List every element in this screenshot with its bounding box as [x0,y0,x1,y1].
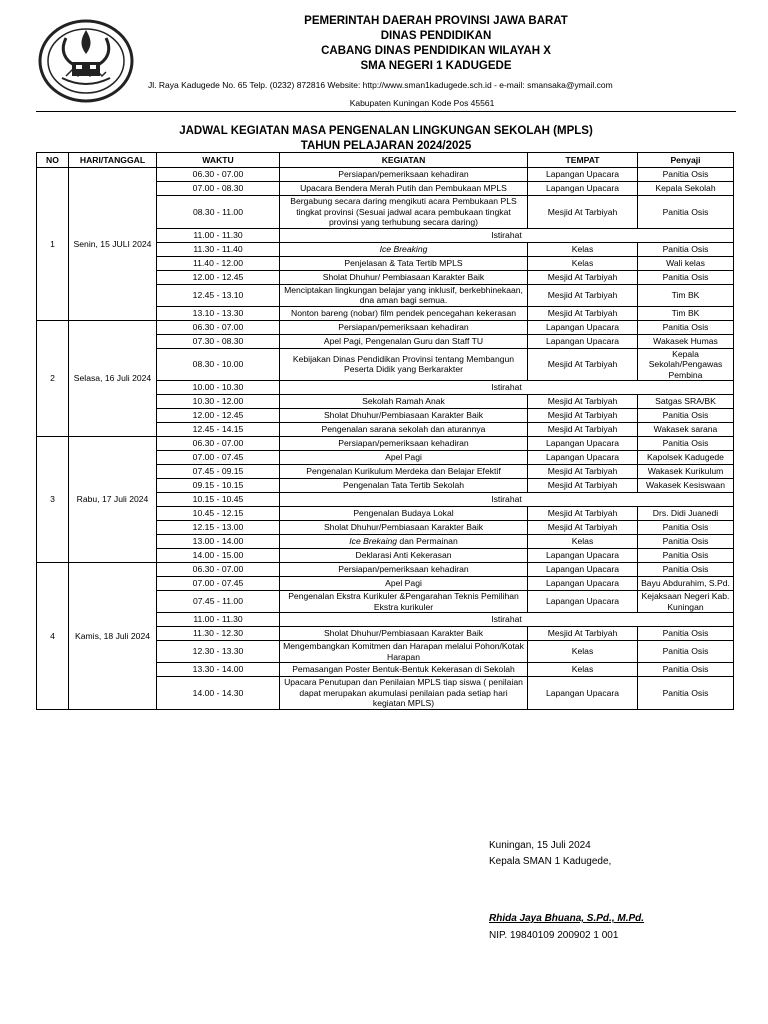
table-row [37,320,734,334]
time-cell: 14.00 - 15.00 [157,549,280,563]
activity-cell: Pengenalan sarana sekolah dan aturannya [280,423,528,437]
title-line-1: JADWAL KEGIATAN MASA PENGENALAN LINGKUNGAN SEKOLAH (MPLS) [179,125,593,137]
activity-cell: Sholat Dhuhur/Pembiasaan Karakter Baik [280,627,528,641]
presenter-cell: Wakasek Humas [638,334,734,348]
time-cell: 11.00 - 11.30 [157,613,280,627]
place-cell: Lapangan Upacara [528,168,638,182]
time-cell: 07.00 - 07.45 [157,451,280,465]
place-cell: Kelas [528,256,638,270]
presenter-cell: Kepala Sekolah [638,182,734,196]
header-day: HARI/TANGGAL [69,153,157,168]
time-cell: 09.15 - 10.15 [157,479,280,493]
day-date: Kamis, 18 Juli 2024 [69,563,157,710]
presenter-cell: Wali kelas [638,256,734,270]
activity-cell: Persiapan/pemeriksaan kehadiran [280,320,528,334]
department-name: DINAS PENDIDIKAN [380,30,492,42]
place-cell: Mesjid At Tarbiyah [528,423,638,437]
activity-cell: Pengenalan Kurikulum Merdeka dan Belajar Efektif [280,465,528,479]
presenter-cell: Panitia Osis [638,677,734,710]
place-cell: Kelas [528,641,638,663]
government-name: PEMERINTAH DAERAH PROVINSI JAWA BARAT [304,15,568,27]
time-cell: 08.30 - 10.00 [157,348,280,381]
place-cell: Lapangan Upacara [528,549,638,563]
signer-nip: NIP. 19840109 200902 1 001 [489,930,619,941]
day-number: 1 [37,168,69,321]
signer-position: Kepala SMAN 1 Kadugede, [489,856,612,867]
presenter-cell: Panitia Osis [638,409,734,423]
time-cell: 07.30 - 08.30 [157,334,280,348]
time-cell: 11.30 - 11.40 [157,242,280,256]
activity-italic: Ice Brekaing [349,536,398,547]
presenter-cell: Bayu Abdurahim, S.Pd. [638,577,734,591]
place-cell: Mesjid At Tarbiyah [528,409,638,423]
presenter-cell: Kepala Sekolah/Pengawas Pembina [638,348,734,381]
activity-cell: Persiapan/pemeriksaan kehadiran [280,168,528,182]
place-cell: Lapangan Upacara [528,677,638,710]
activity-cell: Nonton bareng (nobar) film pendek pencegahan kekerasan [280,306,528,320]
time-cell: 12.30 - 13.30 [157,641,280,663]
time-cell: 12.45 - 13.10 [157,284,280,306]
place-cell: Mesjid At Tarbiyah [528,306,638,320]
presenter-cell: Panitia Osis [638,563,734,577]
place-cell: Lapangan Upacara [528,563,638,577]
time-cell: 13.30 - 14.00 [157,663,280,677]
table-row [37,563,734,577]
activity-rest: dan Permainan [397,536,458,547]
presenter-cell: Panitia Osis [638,549,734,563]
time-cell: 06.30 - 07.00 [157,437,280,451]
presenter-cell: Panitia Osis [638,663,734,677]
place-cell: Mesjid At Tarbiyah [528,270,638,284]
table-row [37,168,734,182]
activity-cell: Upacara Penutupan dan Penilaian MPLS tiap siswa ( penilaian dapat merupakan akumulasi penilaian pada setiap hari kegiatan MPLS) [280,677,528,710]
presenter-cell: Wakasek Kurikulum [638,465,734,479]
activity-cell: Deklarasi Anti Kekerasan [280,549,528,563]
table-row [37,437,734,451]
signer-name: Rhida Jaya Bhuana, S.Pd., M.Pd. [489,913,645,924]
time-cell: 13.00 - 14.00 [157,535,280,549]
day-date: Selasa, 16 Juli 2024 [69,320,157,437]
place-cell: Mesjid At Tarbiyah [528,465,638,479]
presenter-cell: Panitia Osis [638,535,734,549]
activity-cell: Pengenalan Tata Tertib Sekolah [280,479,528,493]
place-cell: Mesjid At Tarbiyah [528,395,638,409]
letterhead [36,14,736,110]
time-cell: 10.15 - 10.45 [157,493,280,507]
presenter-cell: Satgas SRA/BK [638,395,734,409]
activity-cell: Sholat Dhuhur/Pembiasaan Karakter Baik [280,409,528,423]
time-cell: 07.45 - 09.15 [157,465,280,479]
activity-cell: Apel Pagi [280,577,528,591]
signature-block [489,838,729,870]
time-cell: 12.15 - 13.00 [157,521,280,535]
activity-cell: Pemasangan Poster Bentuk-Bentuk Kekerasan di Sekolah [280,663,528,677]
time-cell: 06.30 - 07.00 [157,320,280,334]
time-cell: 14.00 - 14.30 [157,677,280,710]
activity-cell: Persiapan/pemeriksaan kehadiran [280,563,528,577]
schedule-table [36,152,734,710]
presenter-cell: Kejaksaan Negeri Kab. Kuningan [638,591,734,613]
activity-cell: Sholat Dhuhur/ Pembiasaan Karakter Baik [280,270,528,284]
place-cell: Mesjid At Tarbiyah [528,284,638,306]
activity-italic: Ice Breaking [379,243,428,254]
activity-cell: Upacara Bendera Merah Putih dan Pembukaan MPLS [280,182,528,196]
activity-cell: Pengenalan Budaya Lokal [280,507,528,521]
time-cell: 07.45 - 11.00 [157,591,280,613]
activity-cell: Mengembangkan Komitmen dan Harapan melalui Pohon/Kotak Harapan [280,641,528,663]
time-cell: 12.45 - 14.15 [157,423,280,437]
place-cell: Lapangan Upacara [528,591,638,613]
place-cell: Mesjid At Tarbiyah [528,521,638,535]
time-cell: 07.00 - 08.30 [157,182,280,196]
place-cell: Lapangan Upacara [528,577,638,591]
presenter-cell: Wakasek sarana [638,423,734,437]
activity-cell: Apel Pagi, Pengenalan Guru dan Staff TU [280,334,528,348]
time-cell: 11.40 - 12.00 [157,256,280,270]
time-cell: 10.45 - 12.15 [157,507,280,521]
place-cell: Mesjid At Tarbiyah [528,479,638,493]
activity-cell [280,535,528,549]
letterhead-title [176,14,696,74]
presenter-cell: Panitia Osis [638,641,734,663]
time-cell: 13.10 - 13.30 [157,306,280,320]
time-cell: 07.00 - 07.45 [157,577,280,591]
presenter-cell: Panitia Osis [638,270,734,284]
presenter-cell: Panitia Osis [638,437,734,451]
header-activity: KEGIATAN [280,153,528,168]
day-number: 3 [37,437,69,563]
letterhead-divider [36,111,736,112]
presenter-cell: Panitia Osis [638,242,734,256]
place-date: Kuningan, 15 Juli 2024 [489,840,591,851]
presenter-cell: Kapolsek Kadugede [638,451,734,465]
time-cell: 11.30 - 12.30 [157,627,280,641]
activity-cell: Pengenalan Ekstra Kurikuler &Pengarahan Teknis Pemilihan Ekstra kurikuler [280,591,528,613]
presenter-cell: Tim BK [638,306,734,320]
day-date: Rabu, 17 Juli 2024 [69,437,157,563]
presenter-cell: Panitia Osis [638,627,734,641]
west-java-emblem-logo [36,16,136,106]
presenter-cell: Wakasek Kesiswaan [638,479,734,493]
document-title [36,124,736,154]
school-name: SMA NEGERI 1 KADUGEDE [360,60,512,72]
activity-cell: Persiapan/pemeriksaan kehadiran [280,437,528,451]
activity-cell: Sholat Dhuhur/Pembiasaan Karakter Baik [280,521,528,535]
time-cell: 12.00 - 12.45 [157,409,280,423]
table-header-row [37,153,734,168]
break-cell: Istirahat [280,381,734,395]
presenter-cell: Panitia Osis [638,320,734,334]
activity-cell: Sekolah Ramah Anak [280,395,528,409]
emblem-icon [36,16,136,106]
day-number: 2 [37,320,69,437]
place-cell: Lapangan Upacara [528,437,638,451]
time-cell: 06.30 - 07.00 [157,563,280,577]
time-cell: 11.00 - 11.30 [157,228,280,242]
break-cell: Istirahat [280,613,734,627]
time-cell: 06.30 - 07.00 [157,168,280,182]
header-no: NO [37,153,69,168]
activity-cell: Apel Pagi [280,451,528,465]
header-time: WAKTU [157,153,280,168]
time-cell: 08.30 - 11.00 [157,196,280,229]
place-cell: Lapangan Upacara [528,182,638,196]
header-place: TEMPAT [528,153,638,168]
place-cell: Lapangan Upacara [528,320,638,334]
presenter-cell: Panitia Osis [638,196,734,229]
branch-name: CABANG DINAS PENDIDIKAN WILAYAH X [321,45,551,57]
day-number: 4 [37,563,69,710]
break-cell: Istirahat [280,493,734,507]
presenter-cell: Drs. Didi Juanedi [638,507,734,521]
place-cell: Mesjid At Tarbiyah [528,196,638,229]
place-cell: Kelas [528,535,638,549]
break-cell: Istirahat [280,228,734,242]
school-address: Jl. Raya Kadugede No. 65 Telp. (0232) 872816 Website: http://www.sman1kadugede.sch.id - e-mail: smansaka@ymail.com [148,80,613,90]
presenter-cell: Panitia Osis [638,168,734,182]
time-cell: 10.30 - 12.00 [157,395,280,409]
place-cell: Kelas [528,242,638,256]
place-cell: Lapangan Upacara [528,334,638,348]
activity-cell: Penjelasan & Tata Tertib MPLS [280,256,528,270]
activity-cell: Kebijakan Dinas Pendidikan Provinsi tentang Membangun Peserta Didik yang Berkarakter [280,348,528,381]
time-cell: 10.00 - 10.30 [157,381,280,395]
activity-cell: Menciptakan lingkungan belajar yang inklusif, berkebhinekaan, dna aman bagi semua. [280,284,528,306]
activity-cell: Bergabung secara daring mengikuti acara Pembukaan PLS tingkat provinsi (Sesuai jadwal acara pembukaan tingkat provinsi yang terhubung secara daring) [280,196,528,229]
time-cell: 12.00 - 12.45 [157,270,280,284]
day-date: Senin, 15 JULI 2024 [69,168,157,321]
title-line-2: TAHUN PELAJARAN 2024/2025 [300,140,472,152]
postal-code: Kabupaten Kuningan Kode Pos 45561 [349,98,495,108]
place-cell: Lapangan Upacara [528,451,638,465]
activity-cell [280,242,528,256]
place-cell: Kelas [528,663,638,677]
presenter-cell: Panitia Osis [638,521,734,535]
presenter-cell: Tim BK [638,284,734,306]
place-cell: Mesjid At Tarbiyah [528,507,638,521]
header-presenter: Penyaji [638,153,734,168]
place-cell: Mesjid At Tarbiyah [528,348,638,381]
place-cell: Mesjid At Tarbiyah [528,627,638,641]
